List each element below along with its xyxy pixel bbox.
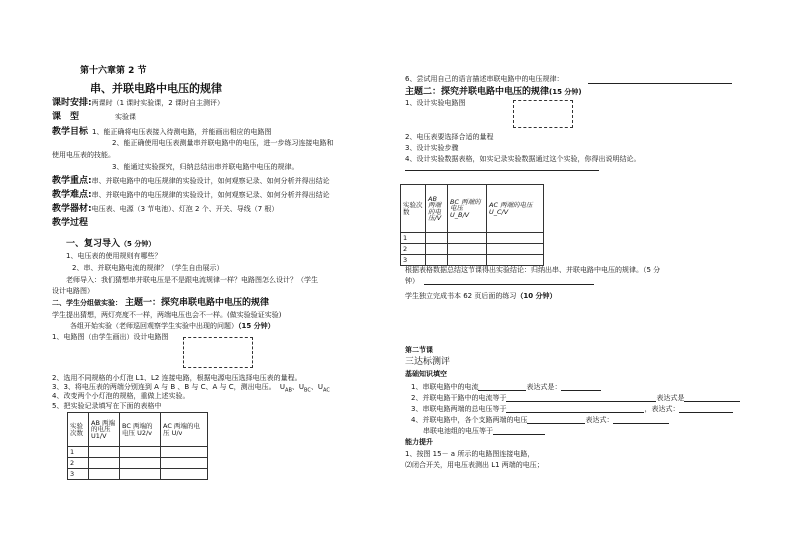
lesson-2-label: 第二节课: [405, 346, 433, 354]
fill-2: [411, 394, 740, 402]
parallel-step-3: 3、设计实验步骤: [405, 144, 459, 152]
table-row: [401, 244, 544, 255]
table-row: [401, 255, 544, 266]
fill-3-text: 3、串联电路两端的总电压等于: [411, 405, 507, 413]
question-6-blank: [588, 83, 732, 84]
chapter-heading: 第十六章第 2 节: [80, 66, 147, 76]
exercise-text: 学生独立完成书本 62 页后面的练习: [405, 292, 517, 300]
table-row: [68, 447, 208, 458]
parallel-step-4: 4、设计实验数据表格，如实记录实验数据通过这个实验，你得出说明结论。: [405, 155, 641, 163]
topic-2-title: 探究并联电路中电压的规律: [441, 87, 550, 97]
schedule-line: [52, 99, 224, 108]
key-points-label: 教学重点:: [52, 176, 92, 186]
process-heading: 教学过程: [52, 218, 89, 228]
topic-2-prefix: 主题二：: [405, 87, 442, 97]
difficulty-line: [52, 191, 330, 200]
key-points-line: [52, 177, 330, 186]
goal-2-cont: 使用电压表的技能。: [52, 151, 115, 159]
fill-5-text: 串联电池组的电压等于: [423, 427, 493, 435]
table-row: [68, 458, 208, 469]
goal-2: 2、能正确使用电压表测量串并联电路中的电压，进一步练习连接电路和: [112, 139, 334, 147]
step-3-variables: $U_{AB}$、$U_{BC}$、$U_{AC}$: [279, 383, 330, 394]
equipment-label: 教学器材:: [52, 204, 92, 214]
table-row: [68, 469, 208, 480]
table-header-ab: AB 两端的电压 U1/V: [89, 413, 120, 447]
parallel-step-1: 1、设计实验电路图: [405, 99, 466, 107]
parallel-header-ab: AB 两端的电 压/V: [426, 185, 448, 233]
table-row-index: 2: [401, 244, 426, 255]
topic-1-title: 主题一：探究串联电路中电压的规律: [125, 298, 270, 308]
step-1: 1、电路图（由学生画出）设计电路图: [52, 333, 169, 341]
review-question-3-cont: 设计电路图）: [52, 287, 94, 295]
fill-3-text-b: ，表达式：: [644, 405, 680, 413]
table-header-ac: AC 两端的电压 U/v: [161, 413, 208, 447]
review-heading: [66, 240, 155, 249]
basics-heading: 基础知识填空: [405, 370, 447, 378]
table-row-index: 3: [68, 469, 89, 480]
group-experiment-text: 各组开始实验（老师巡回观察学生实验中出现的问题）: [70, 322, 238, 330]
equipment-line: [52, 205, 278, 214]
fill-4-text-b: 表达式：: [585, 416, 614, 424]
review-question-1: 1、电压表的使用规则有哪些？: [66, 252, 162, 260]
fill-4-text: 4、并联电路中，各个支路两端的电压: [411, 416, 528, 424]
series-voltage-table: [67, 412, 208, 480]
table-header-bc: BC 两端的电压 U2/v: [120, 413, 161, 447]
review-question-2: 2、串、并联电路电流的规律？（学生自由展示）: [72, 264, 224, 272]
key-points-value: 串、并联电路中的电压规律的实验设计，如何观察记录、如何分析并得出结论: [91, 177, 330, 185]
fill-2-blank-b: [684, 394, 740, 402]
conclusion-blank: [424, 284, 594, 285]
equipment-value: 电压表、电源（3 节电池）、灯泡 2 个、开关、导线（7 根）: [91, 205, 279, 213]
fill-2-blank-a: [506, 394, 656, 402]
parallel-step-2: 2、电压表要选择合适的量程: [405, 133, 494, 141]
group-experiment: [70, 323, 275, 330]
step-2: 2、选用不同规格的小灯泡 L1、L2 连接电路，根据电源电压选择电压表的量程。: [52, 374, 302, 382]
fill-3: [411, 405, 733, 413]
step-5: 5、把实验记录填写在下面的表格中: [52, 402, 162, 410]
question-6: 6、尝试用自己的语言描述串联电路中的电压规律：: [405, 75, 564, 83]
goals-line: [52, 128, 271, 137]
parallel-voltage-table: [400, 184, 544, 266]
fill-3-blank-b: [679, 405, 733, 413]
conclusion-blank-line: [405, 170, 599, 171]
goal-3: 3、能通过实验探究，归纳总结出串并联电路中电压的规律。: [112, 163, 299, 171]
step-4: 4、改变两个小灯泡的规格，重做上述实验。: [52, 392, 190, 400]
table-row-index: 2: [68, 458, 89, 469]
topic-1-prefix: 二、学生分组做实验：: [52, 299, 122, 307]
table-header-trial: 实验次数: [68, 413, 89, 447]
exercise-line: [405, 293, 557, 300]
parallel-header-trial: 实验次数: [401, 185, 426, 233]
conclusion-text-cont: 钟）: [405, 277, 419, 285]
difficulty-value: 串、并联电路中的电压规律的实验设计，如何观察记录、如何分析并得出结论: [91, 191, 330, 199]
review-question-3: 老师导入：我们猜想串并联电压是不是跟电流规律一样？电路图怎么设计？（学生: [66, 276, 318, 284]
fill-4-blank-b: [613, 416, 669, 424]
table-row-index: 1: [401, 233, 426, 244]
type-label: 课 型: [52, 112, 80, 122]
table-row: [401, 233, 544, 244]
type-value: 实验课: [115, 113, 137, 121]
fill-1-text-b: 表达式是：: [526, 383, 562, 391]
goal-1: 1、能正确将电压表接入待测电路，并能画出相应的电路图: [92, 128, 272, 136]
review-time: （5 分钟）: [120, 240, 156, 248]
topic-1-heading: [52, 299, 269, 308]
ability-heading: 能力提升: [405, 438, 433, 446]
fill-4: [411, 416, 669, 424]
fill-1-text: 1、串联电路中的电流: [411, 383, 479, 391]
conclusion-text: 根据表格数据总结这节课得出实验结论：归纳出串、并联电路中电压的规律。（5 分: [405, 266, 661, 274]
fill-1-blank-a: [478, 383, 526, 391]
fill-2-text: 2、并联电路干路中的电流等于: [411, 394, 507, 402]
topic-2-heading: [405, 88, 582, 97]
fill-5-blank: [493, 427, 545, 435]
step-3-text: 3、3、将电压表的两端分别连到 A 与 B 、B 与 C、A 与 C，测出电压。: [52, 383, 276, 391]
schedule-label: 课时安排:: [52, 98, 92, 108]
schedule-value: 两课时（1 课时实验课，2 课时自主测评）: [91, 99, 224, 107]
table-row-index: 3: [401, 255, 426, 266]
goals-label: 教学目标: [52, 127, 89, 137]
topic-2-time: (15 分钟): [549, 88, 582, 96]
circuit-diagram-box-1: [183, 337, 253, 368]
parallel-header-bc: BC 两端的 电压 U_B/V: [448, 185, 487, 233]
fill-2-text-b: 表达式是: [656, 394, 685, 402]
exercise-time: （10 分钟）: [516, 292, 557, 300]
fill-1: [411, 383, 601, 391]
difficulty-label: 教学难点:: [52, 190, 92, 200]
evaluation-title: 三达标测评: [405, 357, 451, 367]
parallel-header-ac: AC 两端的电压 U_C/V: [487, 185, 544, 233]
student-guess: 学生提出猜想，两灯亮度不一样，两端电压也会不一样。(做实验验证实验): [52, 311, 282, 319]
ability-1: 1、按图 15－ a 所示的电路图连接电路，: [405, 450, 535, 458]
fill-3-blank-a: [506, 405, 644, 413]
fill-5: [423, 427, 545, 435]
fill-4-blank-a: [527, 416, 585, 424]
fill-1-blank-b: [561, 383, 601, 391]
ability-2: ⑵闭合开关，用电压表测出 L1 两端的电压；: [405, 461, 544, 469]
table-row-index: 1: [68, 447, 89, 458]
circuit-diagram-box-2: [513, 100, 573, 128]
type-line: [52, 113, 136, 122]
page-title: 串、并联电路中电压的规律: [90, 82, 222, 95]
group-experiment-time: （15 分钟）: [238, 322, 275, 330]
review-title: 一、复习导入: [66, 239, 121, 249]
